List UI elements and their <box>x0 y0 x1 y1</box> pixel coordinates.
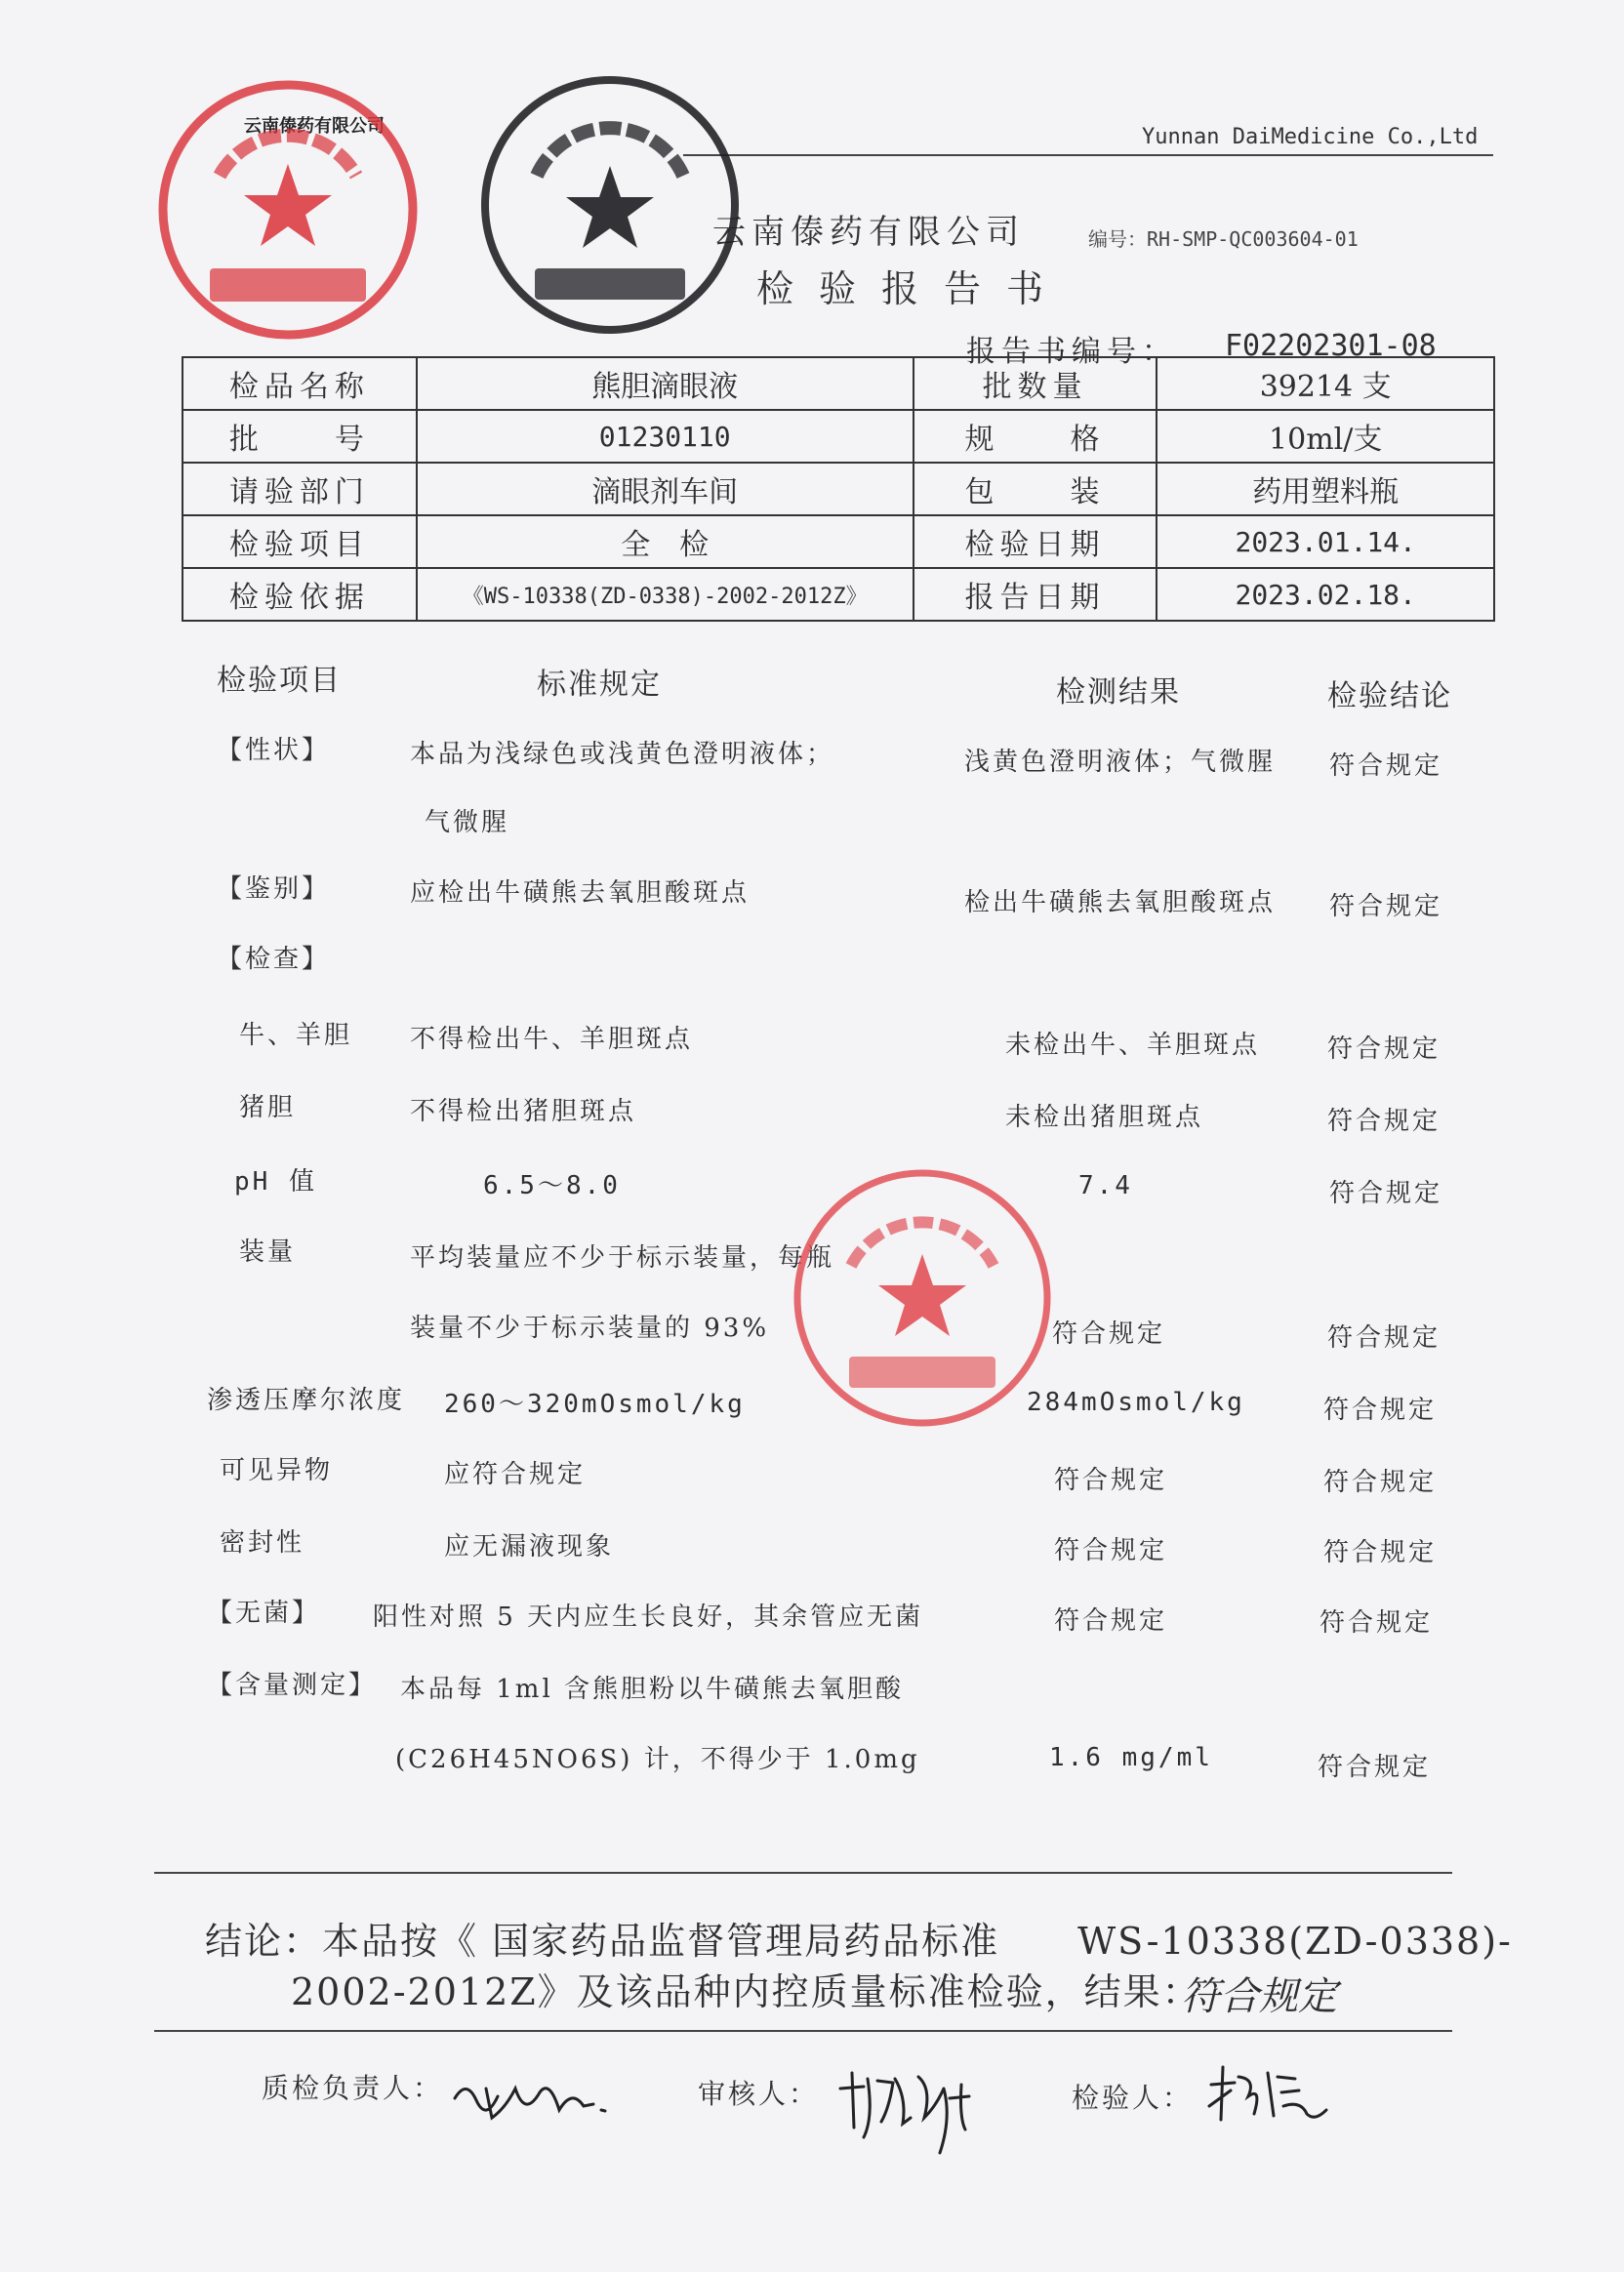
row-item: 【鉴别】 <box>217 874 331 904</box>
column-header-result: 检测结果 <box>1056 675 1181 710</box>
row-result: 符合规定 <box>1054 1606 1168 1636</box>
basis-label: 检验依据 <box>183 568 417 621</box>
row-result: 检出牛磺熊去氧胆酸斑点 <box>964 888 1277 917</box>
column-header-item: 检验项目 <box>217 664 342 698</box>
row-item: 牛、羊胆 <box>239 1021 353 1050</box>
row-standard: 阳性对照 5 天内应生长良好，其余管应无菌 <box>373 1603 924 1632</box>
conclusion-result: 符合规定 <box>1181 1974 1337 2019</box>
row-conclusion: 符合规定 <box>1320 1608 1434 1638</box>
row-conclusion: 符合规定 <box>1327 1323 1441 1353</box>
row-item: pH 值 <box>234 1167 317 1197</box>
header-company-en: Yunnan DaiMedicine Co.,Ltd <box>1142 125 1479 149</box>
row-conclusion: 符合规定 <box>1327 1107 1441 1136</box>
row-standard-cont: 气微腥 <box>425 808 510 837</box>
row-standard: 260～320mOsmol/kg <box>444 1390 746 1419</box>
department-label: 请验部门 <box>183 463 417 515</box>
document-code: 编号：RH-SMP-QC003604-01 <box>1088 227 1359 251</box>
scope-value: 全 检 <box>417 515 914 568</box>
row-item: 装量 <box>239 1237 297 1267</box>
row-item: 密封性 <box>220 1528 305 1558</box>
row-result: 符合规定 <box>1054 1536 1168 1565</box>
row-result: 284mOsmol/kg <box>1027 1388 1245 1417</box>
row-result: 符合规定 <box>1052 1319 1166 1349</box>
document-title: 检验报告书 <box>756 267 1070 310</box>
report-number-label: 报告书编号： <box>966 335 1177 369</box>
package-value: 药用塑料瓶 <box>1157 463 1494 515</box>
row-conclusion: 符合规定 <box>1329 892 1443 921</box>
header-company: 云南傣药有限公司 <box>712 213 1025 252</box>
qc-head-label: 质检负责人： <box>262 2072 444 2104</box>
info-row <box>183 515 1494 568</box>
row-conclusion: 符合规定 <box>1323 1396 1438 1425</box>
row-result: 未检出牛、羊胆斑点 <box>1005 1031 1261 1060</box>
conclusion-line-2: 2002-2012Z》及该品种内控质量标准检验，结果： <box>291 1970 1201 2013</box>
package-label: 包 装 <box>914 463 1157 515</box>
row-standard-cont: 装量不少于标示装量的 93% <box>410 1314 770 1343</box>
report-number: F02202301-08 <box>1225 329 1437 363</box>
row-conclusion: 符合规定 <box>1329 1179 1443 1208</box>
row-standard: 6.5～8.0 <box>483 1171 621 1200</box>
quality-seal-black-top <box>468 63 751 346</box>
row-standard: 本品为浅绿色或浅黄色澄明液体； <box>410 740 835 769</box>
row-result: 未检出猪胆斑点 <box>1005 1103 1204 1132</box>
row-item: 可见异物 <box>220 1456 334 1485</box>
row-standard: 应检出牛磺熊去氧胆酸斑点 <box>410 878 751 908</box>
row-standard: 不得检出猪胆斑点 <box>410 1097 637 1126</box>
row-conclusion: 符合规定 <box>1323 1538 1438 1567</box>
report-date-label: 报告日期 <box>914 568 1157 621</box>
inspector-signature <box>1205 2057 1332 2135</box>
row-standard-cont: (C26H45NO6S) 计，不得少于 1.0mg <box>395 1745 920 1774</box>
row-standard: 本品每 1ml 含熊胆粉以牛磺熊去氧胆酸 <box>400 1675 905 1704</box>
test-date-label: 检验日期 <box>914 515 1157 568</box>
row-conclusion: 符合规定 <box>1327 1035 1441 1064</box>
reviewer-label: 审核人： <box>698 2078 820 2110</box>
product-name: 熊胆滴眼液 <box>417 357 914 410</box>
row-standard: 不得检出牛、羊胆斑点 <box>410 1025 694 1054</box>
column-header-conclusion: 检验结论 <box>1327 679 1452 713</box>
basis-value: 《WS-10338(ZD-0338)-2002-2012Z》 <box>417 568 914 621</box>
scope-label: 检验项目 <box>183 515 417 568</box>
row-item: 【性状】 <box>217 736 331 765</box>
header-company-small: 云南傣药有限公司 <box>244 116 385 137</box>
row-item: 猪胆 <box>239 1093 297 1122</box>
spec-label: 规 格 <box>914 410 1157 463</box>
info-row <box>183 410 1494 463</box>
info-row <box>183 463 1494 515</box>
row-conclusion: 符合规定 <box>1318 1753 1432 1782</box>
conclusion-rule-top <box>154 1872 1452 1874</box>
column-header-standard: 标准规定 <box>537 668 662 702</box>
test-date-value: 2023.01.14. <box>1157 515 1494 568</box>
info-table <box>182 356 1495 622</box>
row-standard: 应符合规定 <box>444 1460 587 1489</box>
row-conclusion: 符合规定 <box>1323 1468 1438 1497</box>
quantity-label: 批数量 <box>914 357 1157 410</box>
quality-seal-red-top <box>146 68 429 351</box>
inspector-label: 检验人： <box>1072 2082 1194 2114</box>
reviewer-signature <box>834 2059 981 2167</box>
row-result: 符合规定 <box>1054 1466 1168 1495</box>
department-value: 滴眼剂车间 <box>417 463 914 515</box>
row-standard: 平均装量应不少于标示装量，每瓶 <box>410 1243 835 1273</box>
product-label: 检品名称 <box>183 357 417 410</box>
row-item-section: 【检查】 <box>217 945 331 974</box>
conclusion-rule-bottom <box>154 2030 1452 2032</box>
row-item: 渗透压摩尔浓度 <box>207 1386 406 1415</box>
row-result: 浅黄色澄明液体；气微腥 <box>964 748 1277 777</box>
row-result: 7.4 <box>1078 1171 1133 1200</box>
row-conclusion: 符合规定 <box>1329 751 1443 781</box>
row-result: 1.6 mg/ml <box>1049 1743 1213 1772</box>
row-item: 【无菌】 <box>207 1599 321 1628</box>
header-rule <box>683 154 1493 156</box>
spec-value: 10ml/支 <box>1157 410 1494 463</box>
conclusion-line-1: 结论：本品按《 国家药品监督管理局药品标准 WS-10338(ZD-0338)- <box>205 1920 1513 1963</box>
report-date-value: 2023.02.18. <box>1157 568 1494 621</box>
quality-seal-red-middle <box>781 1156 1064 1440</box>
info-row <box>183 568 1494 621</box>
batch-label: 批 号 <box>183 410 417 463</box>
batch-value: 01230110 <box>417 410 914 463</box>
row-item: 【含量测定】 <box>207 1671 378 1700</box>
info-row <box>183 357 1494 410</box>
quantity-value: 39214 支 <box>1157 357 1494 410</box>
row-standard: 应无漏液现象 <box>444 1532 615 1562</box>
qc-head-signature <box>447 2059 623 2137</box>
